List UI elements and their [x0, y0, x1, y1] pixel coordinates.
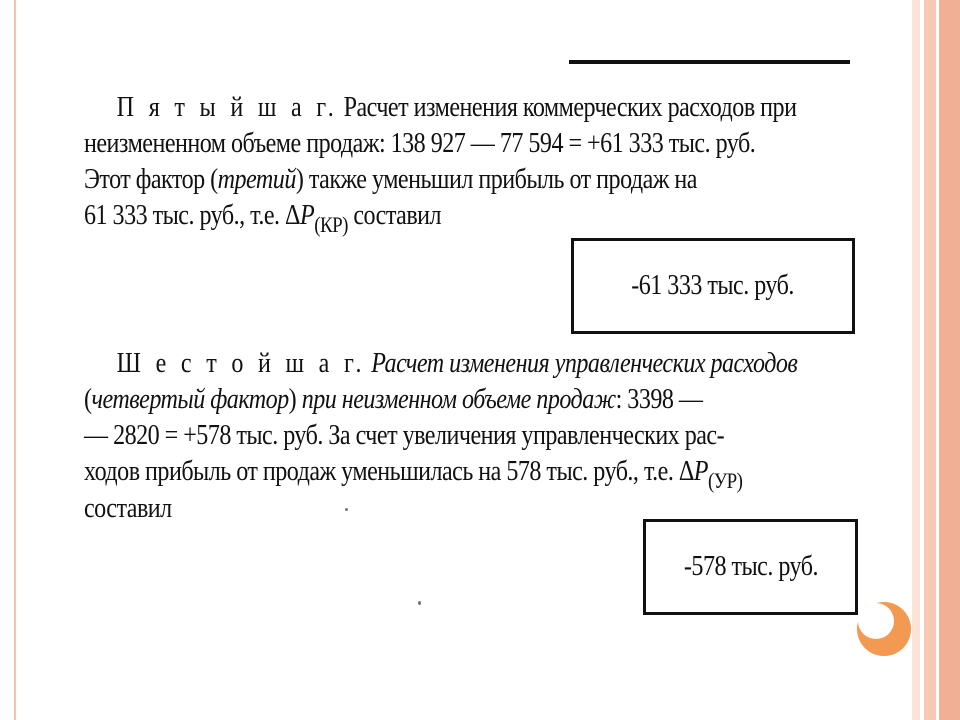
- left-border-line: [14, 0, 16, 720]
- step5-heading: П я т ы й ш а г.: [116, 92, 339, 123]
- step6-result: -578 тыс. руб.: [683, 551, 818, 582]
- scan-speck: [345, 508, 348, 511]
- step5-paragraph: [84, 90, 856, 235]
- step6-line3: — 2820 = +578 тыс. руб. За счет увеличения управленческих рас-: [84, 420, 725, 451]
- decorative-stripes: [912, 0, 960, 720]
- step6-result-box: [643, 519, 858, 615]
- step5-line4: 61 333 тыс. руб., т.е. $\Delta P_{(КР)}$ составил: [84, 200, 442, 237]
- step5-result: -61 333 тыс. руб.: [631, 270, 795, 301]
- step6-paragraph: [84, 346, 856, 527]
- top-rule-line: [569, 60, 850, 64]
- step5-result-box: [571, 238, 855, 334]
- orange-arc-icon: [855, 600, 913, 658]
- step6-heading: Ш е с т о й ш а г.: [116, 348, 366, 379]
- step6-line1: Ш е с т о й ш а г. Расчет изменения управленческих расходов: [116, 348, 798, 379]
- step5-line3: Этот фактор (третий) также уменьшил прибыль от продаж на: [84, 164, 697, 195]
- step5-line2: неизмененном объеме продаж: 138 927 — 77 594 = +61 333 тыс. руб.: [84, 128, 756, 159]
- scan-speck: [418, 601, 421, 605]
- step6-line2: (четвертый фактор) при неизменном объеме продаж: 3398 —: [84, 384, 703, 415]
- step6-line4: ходов прибыль от продаж уменьшилась на 578 тыс. руб., т.е. $\Delta P_{(УР)}$: [84, 456, 743, 493]
- step5-line1: П я т ы й ш а г. Расчет изменения коммерческих расходов при: [116, 92, 797, 123]
- step6-line5: составил: [84, 493, 172, 524]
